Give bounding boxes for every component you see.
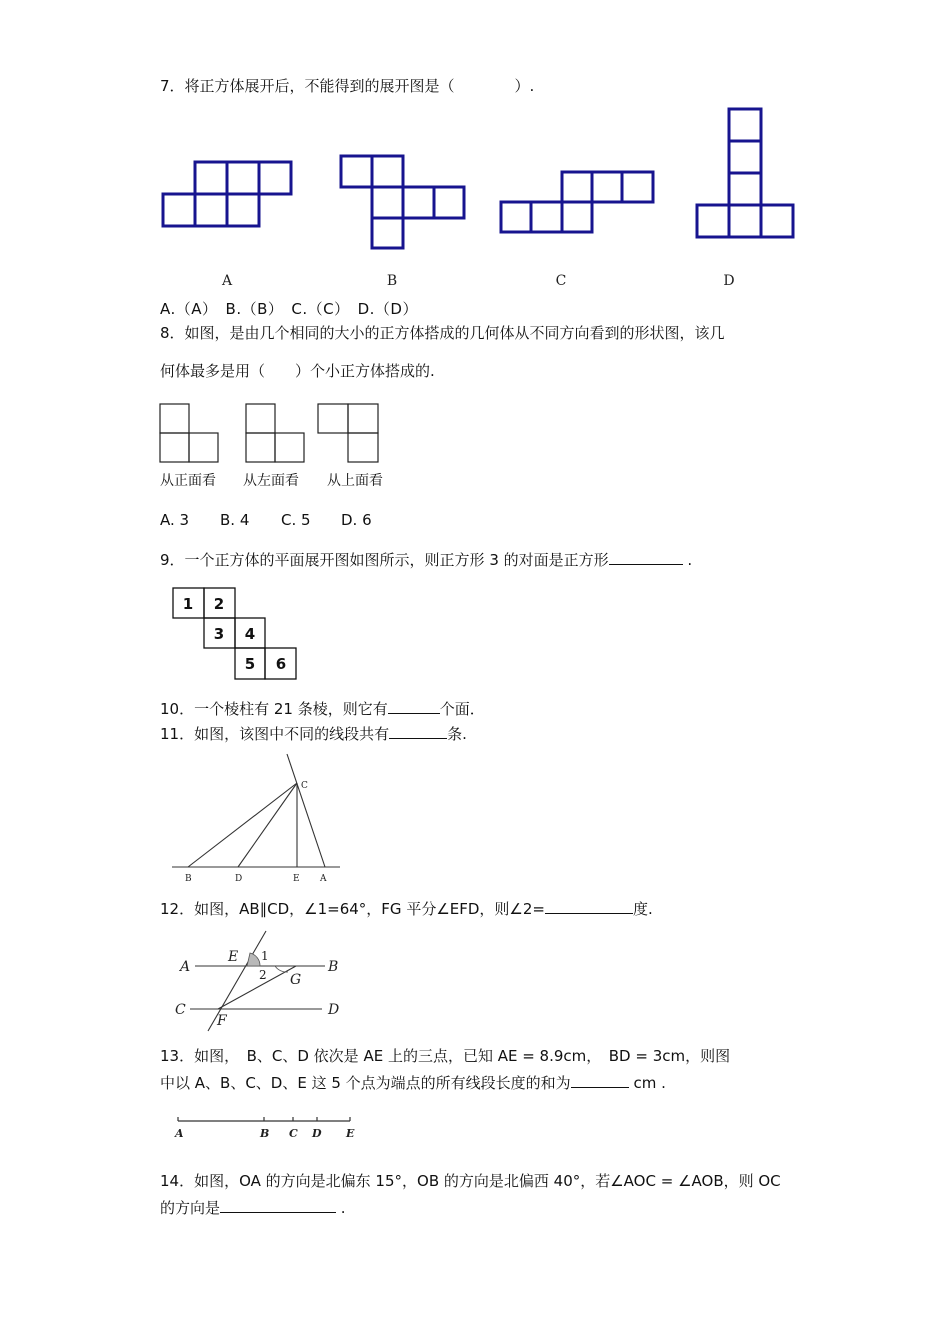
q9-num-6: 6 <box>275 655 287 673</box>
q11-label-d: D <box>235 874 243 884</box>
q13-label-c: C <box>289 1127 298 1140</box>
q8-line1: 8．如图，是由几个相同的大小的正方体搭成的几何体从不同方向看到的形状图，该几 <box>160 324 725 342</box>
q8-option-d: D. 6 <box>341 511 372 529</box>
net-label-b: B <box>386 273 398 289</box>
q12-label-c: C <box>175 1002 186 1018</box>
q7-text: 7．将正方体展开后，不能得到的展开图是（ ）. <box>160 77 535 95</box>
q11-text-before: 11．如图，该图中不同的线段共有 <box>160 725 390 743</box>
q9-num-5: 5 <box>244 655 256 673</box>
q12-label-b: B <box>328 959 339 975</box>
q12-text-after: 度. <box>633 900 653 918</box>
q12-label-g: G <box>290 972 302 988</box>
q9-text-after: . <box>687 551 693 569</box>
q8-option-b: B. 4 <box>220 511 250 529</box>
q13-label-b: B <box>260 1127 270 1140</box>
q10-text-before: 10．一个棱柱有 21 条棱，则它有 <box>160 700 388 718</box>
q10-text-after: 个面． <box>439 700 485 718</box>
q9-num-4: 4 <box>244 625 256 643</box>
q9-text-before: 9．一个正方体的平面展开图如图所示，则正方形 3 的对面是正方形 <box>160 551 609 569</box>
q12-label-e: E <box>228 949 239 965</box>
q12-label-a: A <box>180 959 191 975</box>
q12-label-f: F <box>217 1013 227 1029</box>
view-label-top: 从上面看 <box>327 473 383 489</box>
q13-line2-before: 中以 A、B、C、D、E 这 5 个点为端点的所有线段长度的和为 <box>160 1074 571 1092</box>
q9-num-1: 1 <box>182 595 194 613</box>
net-label-d: D <box>723 273 735 289</box>
q14-blank <box>220 1196 336 1213</box>
q13-label-a: A <box>175 1127 184 1140</box>
q13-label-d: D <box>312 1127 322 1140</box>
q13-line1: 13．如图， B、C、D 依次是 AE 上的三点，已知 AE = 8.9cm， BD = 3cm，则图 <box>160 1047 731 1065</box>
q8-option-a: A. 3 <box>160 511 190 529</box>
q12-label-2: 2 <box>259 968 267 982</box>
q14-line2-after: . <box>340 1199 346 1217</box>
q8-option-c: C. 5 <box>281 511 311 529</box>
q12-label-1: 1 <box>261 949 269 963</box>
q14-line1: 14．如图，OA 的方向是北偏东 15°，OB 的方向是北偏西 40°，若∠AOC = ∠AOB，则 OC <box>160 1172 781 1190</box>
view-label-left: 从左面看 <box>243 473 299 489</box>
q11-label-e: E <box>293 874 300 884</box>
q9-num-2: 2 <box>213 595 225 613</box>
q9-num-3: 3 <box>213 625 225 643</box>
q11-label-b: B <box>185 874 192 884</box>
q11-label-c: C <box>301 781 308 791</box>
net-label-c: C <box>555 273 567 289</box>
q12-text-before: 12．如图，AB∥CD，∠1=64°，FG 平分∠EFD，则∠2= <box>160 900 545 918</box>
view-label-front: 从正面看 <box>160 473 216 489</box>
q8-line2: 何体最多是用（ ）个小正方体搭成的. <box>160 362 435 380</box>
q13-label-e: E <box>346 1127 355 1140</box>
q7-options: A.（A） B.（B） C.（C） D.（D） <box>160 300 418 318</box>
q14-line2 <box>160 1196 346 1218</box>
q11-label-a: A <box>320 874 327 884</box>
q14-line2-before: 的方向是 <box>160 1199 221 1217</box>
net-label-a: A <box>221 273 233 289</box>
q13-line2-after: cm . <box>633 1074 666 1092</box>
q12-label-d: D <box>328 1002 340 1018</box>
q11-text-after: 条. <box>447 725 467 743</box>
